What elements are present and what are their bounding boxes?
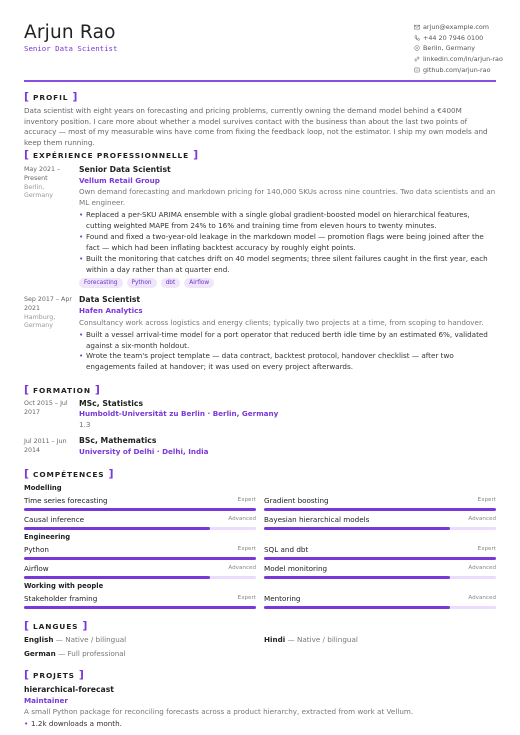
skill-level: Advanced [228, 565, 256, 571]
language-item [24, 649, 126, 658]
skill-bar-fill [24, 508, 256, 511]
contact-phone-text: +44 20 7946 0100 [423, 33, 484, 42]
linkedin-icon [414, 56, 420, 62]
job-bullet: • Found and fixed a two-year-old leakage in the markdown model — promotion flags were being joined after the fact — which had been inflating backtest accuracy by roughly eight points. [79, 232, 497, 253]
skill-name: Mentoring [264, 594, 301, 603]
skill-item [24, 564, 256, 582]
language-name: German [24, 649, 56, 658]
experience-heading: EXPÉRIENCE PROFESSIONNELLE [33, 150, 190, 160]
skill-bar [24, 557, 256, 560]
skill-bar-fill [264, 557, 496, 560]
skill-tag: Airflow [184, 278, 214, 288]
section-heading-profile: [ PROFIL ] [24, 90, 78, 103]
project-name: hierarchical-forecast [24, 685, 114, 694]
section-heading-languages: [ LANGUES ] [24, 619, 88, 632]
skill-item [264, 564, 496, 582]
skill-item [24, 594, 256, 612]
skill-group-title: Engineering [24, 533, 71, 541]
skill-bar [264, 557, 496, 560]
skill-bar [264, 606, 496, 609]
skill-name: Causal inference [24, 515, 85, 524]
skill-item [24, 496, 256, 514]
edu-degree: BSc, Mathematics [79, 436, 157, 445]
job-bullet: • Wrote the team's project template — data contract, backtest protocol, handover checklist — after two engagements failed at handover; it was used on every project afterwards. [79, 351, 497, 372]
skill-bar-fill [24, 576, 210, 579]
job-role: Data Scientist [79, 295, 141, 304]
skill-bar-fill [264, 527, 450, 530]
skill-bar [24, 508, 256, 511]
project-description: A small Python package for reconciling forecasts across a product hierarchy, extracted from work at Vellum. [24, 707, 414, 716]
section-heading-projects: [ PROJETS ] [24, 668, 84, 681]
skill-bar [264, 508, 496, 511]
job-company: Vellum Retail Group [79, 176, 160, 185]
github-icon [414, 67, 420, 73]
resume-header [24, 22, 503, 82]
skill-name: Airflow [24, 564, 49, 573]
skill-name: Model monitoring [264, 564, 328, 573]
skill-level: Expert [237, 595, 256, 601]
job-bullet: • Built the monitoring that catches drift on 40 model segments; three silent failures caught in the first year, each within a day rather than at quarter end. [79, 254, 497, 275]
contact-linkedin[interactable] [414, 54, 514, 65]
skill-bar [264, 576, 496, 579]
language-level: — Native / bilingual [55, 635, 127, 644]
section-heading-skills: [ COMPÉTENCES ] [24, 467, 114, 480]
projects-heading: PROJETS [33, 670, 75, 680]
job-bullet: • Replaced a per-SKU ARIMA ensemble with a single global gradient-boosted model on hierarchical features, cutting weighted MAPE from 24% to 16% and training time from eleven hours to twenty minutes. [79, 210, 497, 231]
contact-linkedin-text: linkedin.com/in/arjun-rao [423, 55, 503, 64]
skill-name: SQL and dbt [264, 545, 309, 554]
languages-heading: LANGUES [33, 621, 79, 631]
language-item [264, 635, 358, 644]
skill-level: Advanced [468, 595, 496, 601]
skill-bar-fill [264, 576, 450, 579]
job-location: Berlin, Germany [24, 183, 53, 200]
project-role: Maintainer [24, 696, 68, 705]
skill-bar-fill [24, 606, 256, 609]
skill-bar-fill [24, 527, 210, 530]
skill-bar-fill [24, 557, 256, 560]
skill-item [264, 515, 496, 533]
language-name: Hindi [264, 635, 286, 644]
skill-level: Expert [477, 546, 496, 552]
job-date-range: Sep 2017 – Apr 2021 [24, 296, 72, 312]
skill-bar [264, 527, 496, 530]
job-dates [24, 296, 74, 331]
skill-level: Expert [237, 497, 256, 503]
skill-bar [24, 606, 256, 609]
profile-summary: Data scientist with eight years on forecasting and pricing problems, currently owning the demand model behind a €400M inventory position. I care more about whether a model survives contact with the business than about the last two points of accuracy — most of my measurable wins have come from fixing the feedback loop, not the estimator. I ship my own models and keep them running. [24, 106, 488, 147]
edu-degree: MSc, Statistics [79, 399, 144, 408]
skill-name: Stakeholder framing [24, 594, 98, 603]
job-role: Senior Data Scientist [79, 165, 171, 174]
location-icon [414, 45, 420, 51]
skills-heading: COMPÉTENCES [33, 469, 105, 479]
edu-school: Humboldt-Universität zu Berlin · Berlin, Germany [79, 409, 279, 418]
section-heading-experience: [ EXPÉRIENCE PROFESSIONNELLE ] [24, 148, 199, 161]
phone-icon [414, 35, 420, 41]
skill-level: Expert [237, 546, 256, 552]
skill-item [24, 515, 256, 533]
skill-bar-fill [264, 508, 496, 511]
edu-dates: Jul 2011 – Jun 2014 [24, 438, 67, 454]
project-bullet: • 1.2k downloads a month. [24, 719, 496, 730]
skill-item [264, 594, 496, 612]
job-description: Consultancy work across logistics and energy clients; typically two projects at a time, from scoping to handover. [79, 318, 484, 327]
mail-icon [414, 24, 420, 30]
section-heading-education: [ FORMATION ] [24, 383, 100, 396]
profile-heading: PROFIL [33, 92, 69, 102]
contact-email[interactable] [414, 22, 514, 33]
skill-tag: Forecasting [79, 278, 123, 288]
skill-item [264, 545, 496, 563]
contact-email-text: arjun@example.com [423, 23, 489, 32]
contact-list [414, 22, 514, 75]
skill-item [264, 496, 496, 514]
job-description: Own demand forecasting and markdown pricing for 140,000 SKUs across nine countries. Two data scientists and an ML engineer. [79, 187, 496, 207]
skill-bar [24, 576, 256, 579]
skill-item [24, 545, 256, 563]
contact-location-text: Berlin, Germany [423, 44, 475, 53]
job-bullet: • Built a vessel arrival-time model for a port operator that reduced berth idle time by an estimated 6%, validated against a six-month holdout. [79, 330, 497, 351]
candidate-title: Senior Data Scientist [24, 44, 118, 53]
candidate-name: Arjun Rao [24, 22, 116, 43]
contact-location [414, 43, 514, 54]
resume-page [24, 0, 503, 735]
skill-level: Advanced [228, 516, 256, 522]
language-level: — Native / bilingual [287, 635, 358, 644]
skill-name: Python [24, 545, 49, 554]
job-location: Hamburg, Germany [24, 313, 56, 330]
skill-bar [24, 527, 256, 530]
contact-github-text: github.com/arjun-rao [423, 65, 491, 74]
skill-level: Advanced [468, 516, 496, 522]
job-tags [79, 278, 214, 288]
language-item [24, 635, 126, 644]
edu-dates: Oct 2015 – Jul 2017 [24, 400, 68, 416]
job-dates [24, 166, 74, 201]
contact-github[interactable] [414, 64, 514, 75]
skill-group-title: Working with people [24, 582, 104, 590]
job-date-range: May 2021 – Present [24, 166, 61, 182]
skill-tag: dbt [161, 278, 181, 288]
skill-bar-fill [264, 606, 450, 609]
language-level: — Full professional [58, 649, 126, 658]
header-divider [24, 80, 496, 82]
skill-level: Advanced [468, 565, 496, 571]
skill-tag: Python [127, 278, 157, 288]
education-heading: FORMATION [33, 385, 91, 395]
language-name: English [24, 635, 54, 644]
skill-level: Expert [477, 497, 496, 503]
skill-name: Bayesian hierarchical models [264, 515, 370, 524]
job-company: Hafen Analytics [79, 306, 143, 315]
edu-grade: 1.3 [79, 420, 91, 429]
skill-name: Gradient boosting [264, 496, 329, 505]
contact-phone[interactable] [414, 33, 514, 44]
skill-name: Time series forecasting [24, 496, 108, 505]
edu-school: University of Delhi · Delhi, India [79, 447, 209, 456]
skill-group-title: Modelling [24, 484, 62, 492]
